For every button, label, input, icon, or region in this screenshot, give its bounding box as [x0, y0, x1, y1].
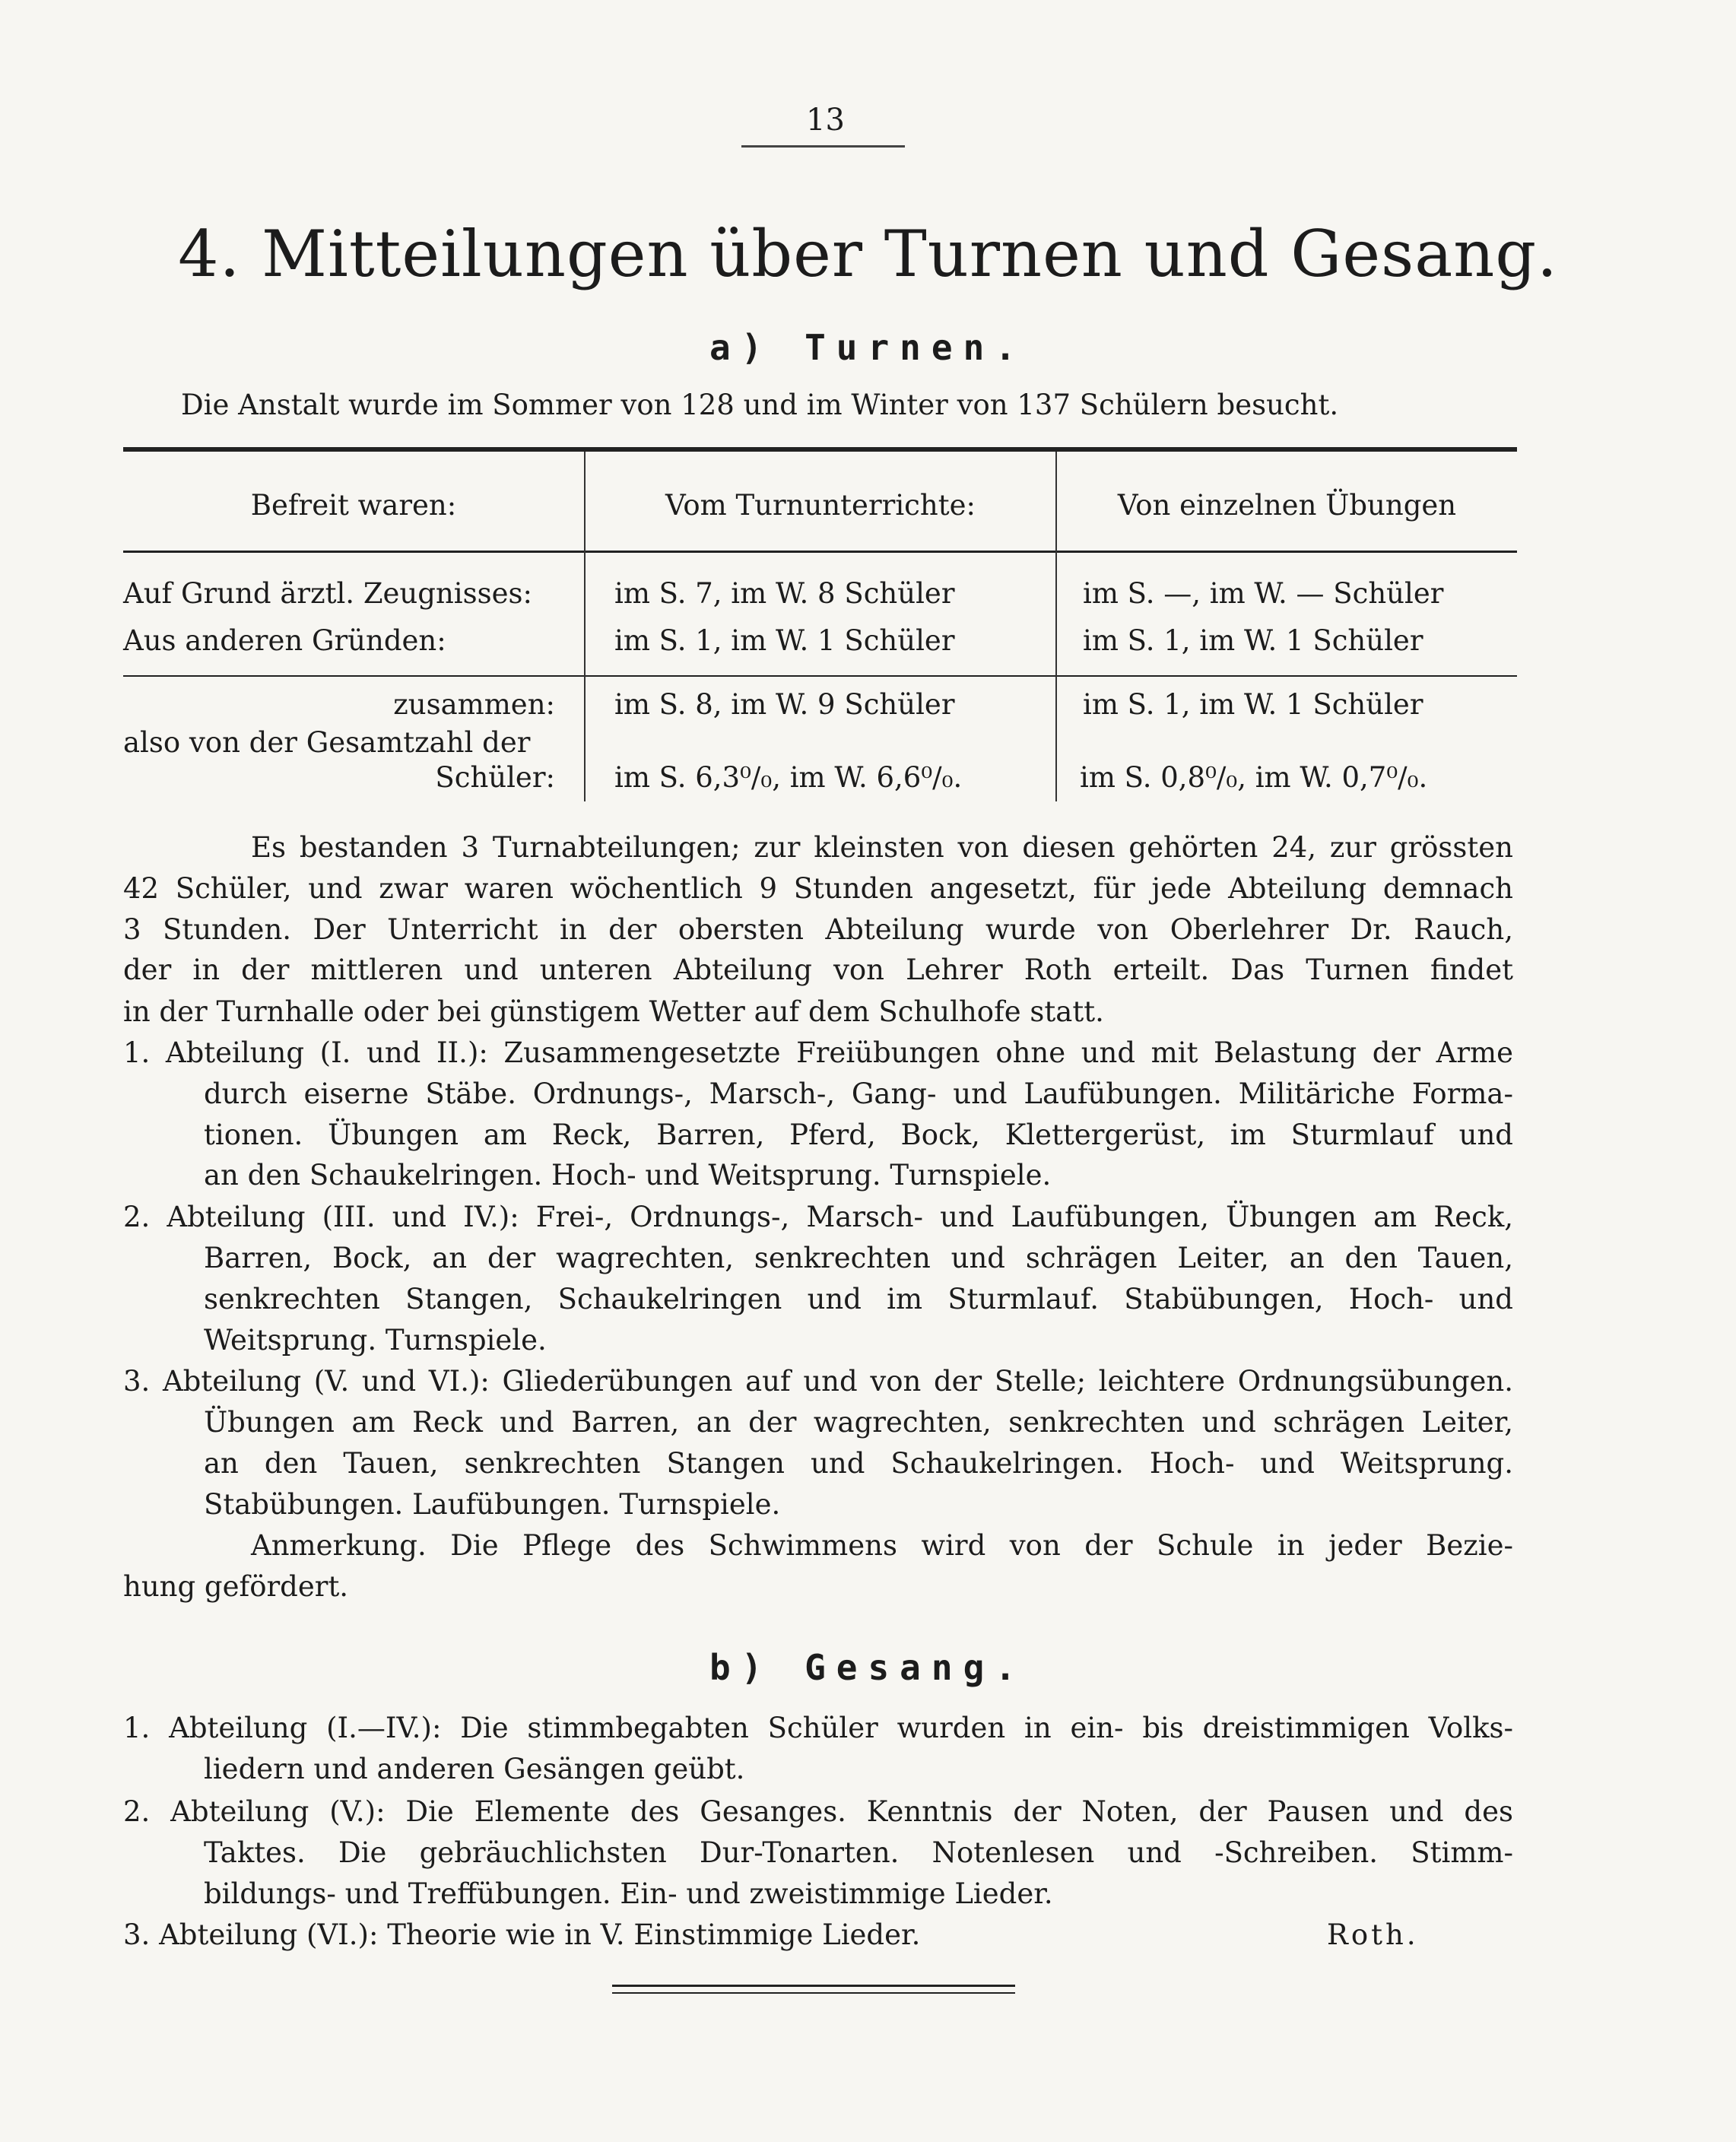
turnen-division-line: Weitsprung. Turnspiele. [204, 1324, 547, 1357]
turnen-division-line: 3. Abteilung (V. und VI.): Gliederübungen auf und von der Stelle; leichtere Ordnungsübungen. [123, 1365, 1513, 1398]
page-number-rule [741, 145, 905, 148]
paragraph-line: der in der mittleren und unteren Abteilung von Lehrer Roth erteilt. Das Turnen findet [123, 954, 1513, 986]
note-line: Anmerkung. Die Pflege des Schwimmens wird von der Schule in jeder Bezie- [251, 1529, 1513, 1562]
table-header-befreit: Befreit waren: [250, 489, 457, 522]
end-rule [612, 1985, 1015, 1987]
intro-text: Die Anstalt wurde im Sommer von 128 und im Winter von 137 Schülern besucht. [181, 389, 1339, 421]
gesang-division-line: 1. Abteilung (I.—IV.): Die stimmbegabten Schüler wurden in ein- bis dreistimmigen Volks- [123, 1712, 1513, 1744]
gesang-division-line: bildungs- und Treffübungen. Ein- und zweistimmige Lieder. [204, 1877, 1053, 1910]
table-cell: im S. 1, im W. 1 Schüler [1083, 624, 1423, 657]
paragraph-line: 42 Schüler, und zwar waren wöchentlich 9 Stunden angesetzt, für jede Abteilung demnach [123, 872, 1513, 905]
table-cell: im S. 0,8⁰/₀, im W. 0,7⁰/₀. [1080, 761, 1428, 794]
table-cell: im S. 1, im W. 1 Schüler [1083, 688, 1423, 721]
turnen-division-line: tionen. Übungen am Reck, Barren, Pferd, Bock, Klettergerüst, im Sturmlauf und [204, 1119, 1513, 1151]
table-header-uebungen: Von einzelnen Übungen [1117, 489, 1457, 522]
turnen-division-line: Barren, Bock, an der wagrechten, senkrechten und schrägen Leiter, an den Tauen, [204, 1242, 1513, 1274]
paragraph-line: Es bestanden 3 Turnabteilungen; zur kleinsten von diesen gehörten 24, zur grössten [251, 831, 1513, 864]
turnen-division-line: 1. Abteilung (I. und II.): Zusammengesetzte Freiübungen ohne und mit Belastung der Arme [123, 1036, 1513, 1069]
gesang-division-line: 3. Abteilung (VI.): Theorie wie in V. Einstimmige Lieder. [123, 1918, 921, 1951]
table-row-label: zusammen: [393, 688, 555, 721]
section-title: 4. Mitteilungen über Turnen und Gesang. [178, 217, 1558, 291]
table-top-rule [123, 447, 1517, 452]
table-header-rule [123, 551, 1517, 553]
table-row-label: also von der Gesamtzahl der [123, 726, 531, 759]
table-cell: im S. 1, im W. 1 Schüler [614, 624, 955, 657]
heading-gesang: b) Gesang. [709, 1647, 1027, 1688]
signature: Roth. [1327, 1918, 1419, 1951]
table-row-label: Schüler: [435, 761, 555, 794]
table-cell: im S. 6,3⁰/₀, im W. 6,6⁰/₀. [614, 761, 963, 794]
table-cell: im S. 8, im W. 9 Schüler [614, 688, 955, 721]
table-row-label: Auf Grund ärztl. Zeugnisses: [123, 577, 532, 610]
table-cell: im S. —, im W. — Schüler [1083, 577, 1444, 610]
gesang-division-line: liedern und anderen Gesängen geübt. [204, 1753, 745, 1785]
turnen-division-line: an den Tauen, senkrechten Stangen und Schaukelringen. Hoch- und Weitsprung. [204, 1447, 1513, 1480]
table-sum-rule [123, 675, 1517, 677]
gesang-division-line: 2. Abteilung (V.): Die Elemente des Gesanges. Kenntnis der Noten, der Pausen und des [123, 1795, 1513, 1828]
page-number: 13 [806, 103, 845, 138]
turnen-division-line: Übungen am Reck und Barren, an der wagrechten, senkrechten und schrägen Leiter, [204, 1406, 1513, 1439]
gesang-division-line: Taktes. Die gebräuchlichsten Dur-Tonarten. Notenlesen und -Schreiben. Stimm- [204, 1836, 1513, 1869]
turnen-division-line: Stabübungen. Laufübungen. Turnspiele. [204, 1488, 781, 1521]
turnen-division-line: senkrechten Stangen, Schaukelringen und im Sturmlauf. Stabübungen, Hoch- und [204, 1283, 1513, 1315]
table-cell: im S. 7, im W. 8 Schüler [614, 577, 955, 610]
heading-turnen: a) Turnen. [709, 327, 1027, 368]
table-header-turnunterricht: Vom Turnunterrichte: [665, 489, 976, 522]
paragraph-line: 3 Stunden. Der Unterricht in der obersten Abteilung wurde von Oberlehrer Dr. Rauch, [123, 913, 1513, 946]
turnen-division-line: durch eiserne Stäbe. Ordnungs-, Marsch-, Gang- und Laufübungen. Militäriche Forma- [204, 1077, 1513, 1110]
note-line: hung gefördert. [123, 1570, 349, 1603]
turnen-division-line: an den Schaukelringen. Hoch- und Weitsprung. Turnspiele. [204, 1159, 1052, 1192]
paragraph-line: in der Turnhalle oder bei günstigem Wetter auf dem Schulhofe statt. [123, 995, 1104, 1028]
table-row-label: Aus anderen Gründen: [123, 624, 446, 657]
end-rule [612, 1992, 1015, 1994]
turnen-division-line: 2. Abteilung (III. und IV.): Frei-, Ordnungs-, Marsch- und Laufübungen, Übungen am Reck, [123, 1201, 1513, 1233]
